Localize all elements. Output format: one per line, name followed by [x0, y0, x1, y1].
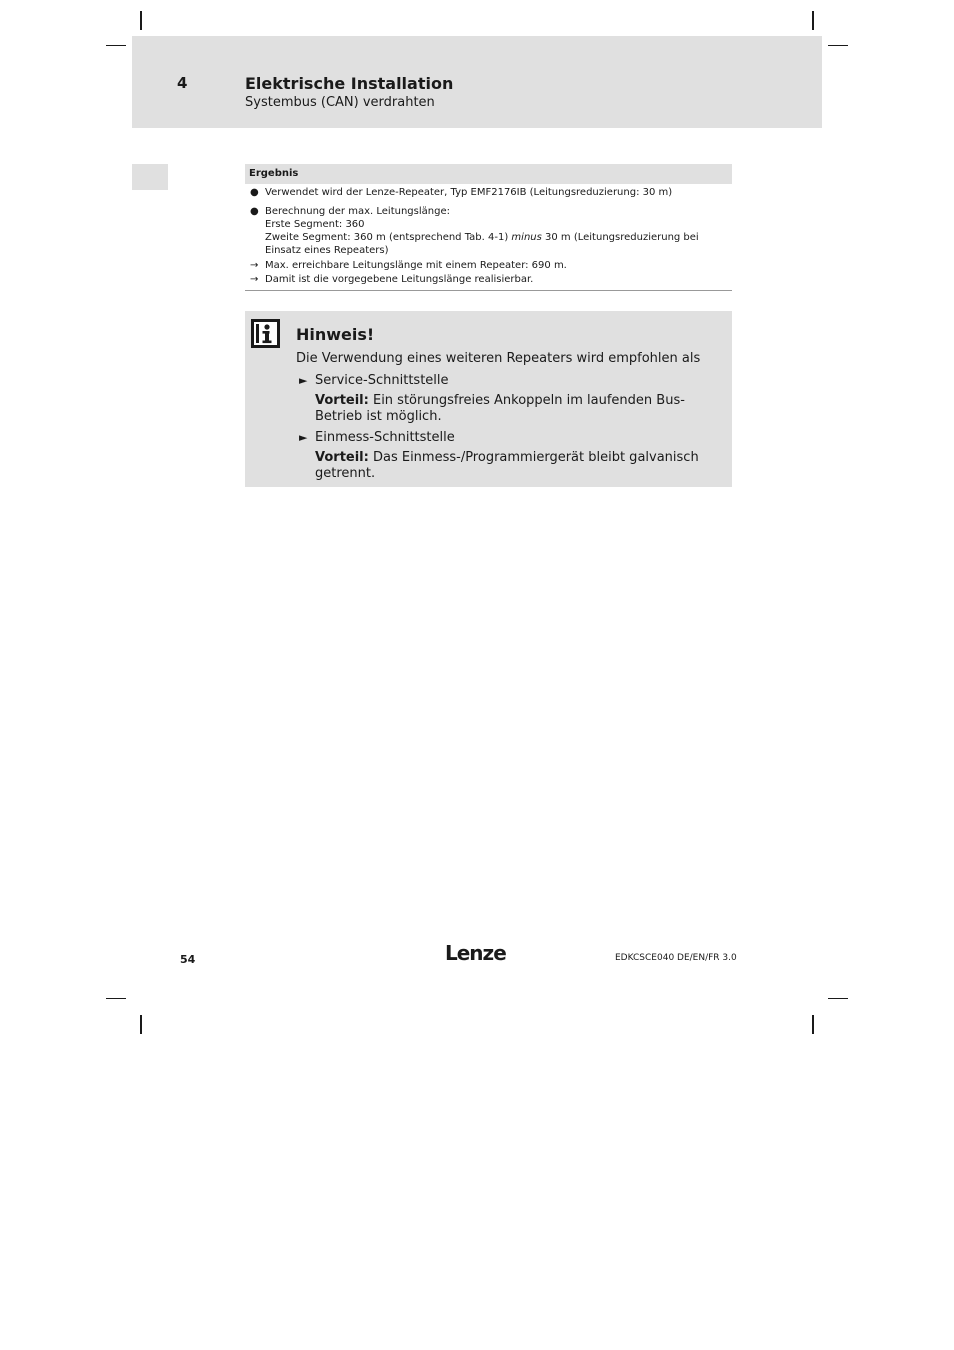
triangle-right-icon: ► — [299, 431, 308, 444]
triangle-right-icon: ► — [299, 374, 308, 387]
crop-mark — [812, 1015, 814, 1034]
result-row — [245, 273, 732, 286]
note-item-description — [315, 393, 725, 425]
crop-mark — [106, 998, 126, 999]
note-item-description — [315, 450, 725, 482]
result-row-text-part: 30 m (Leitungsreduzierung bei Einsatz eines Repeaters) — [265, 232, 699, 256]
bullet-icon: ● — [250, 187, 259, 198]
bullet-icon: ● — [250, 206, 259, 217]
note-list-item — [299, 430, 455, 445]
result-row-text: Erste Segment: 360 — [265, 219, 365, 230]
result-row-emphasis: minus — [511, 232, 542, 243]
note-box — [245, 311, 732, 487]
note-list-item — [299, 373, 449, 388]
crop-mark — [106, 45, 126, 46]
crop-mark — [140, 1015, 142, 1034]
note-intro: Die Verwendung eines weiteren Repeaters wird empfohlen als — [296, 351, 701, 366]
chapter-subtitle: Systembus (CAN) verdrahten — [245, 95, 435, 110]
note-item-label: Einmess-Schnittstelle — [315, 430, 455, 445]
result-table — [245, 164, 732, 291]
result-row — [245, 186, 732, 199]
result-row-text: Verwendet wird der Lenze-Repeater, Typ EMF2176IB (Leitungsreduzierung: 30 m) — [265, 187, 673, 198]
arrow-right-icon: → — [250, 260, 259, 271]
result-row-text: Damit ist die vorgegebene Leitungslänge realisierbar. — [265, 274, 534, 285]
note-item-desc-bold: Vorteil: — [315, 450, 369, 465]
result-row — [245, 259, 732, 272]
note-title: Hinweis! — [296, 325, 375, 344]
crop-mark — [812, 11, 814, 30]
chapter-title: Elektrische Installation — [245, 74, 454, 93]
note-item-desc-text: Das Einmess-/Programmiergerät bleibt galvanisch getrennt. — [315, 450, 699, 481]
info-icon — [251, 319, 280, 348]
arrow-right-icon: → — [250, 274, 259, 285]
table-bottom-rule — [245, 290, 732, 291]
crop-mark — [828, 998, 848, 999]
result-table-header: Ergebnis — [245, 164, 732, 184]
page-number: 54 — [180, 953, 196, 966]
chapter-number: 4 — [177, 74, 188, 92]
brand-logo: Lenze — [445, 941, 506, 965]
result-row-text — [265, 231, 732, 257]
header-band — [132, 36, 822, 128]
note-item-desc-text: Ein störungsfreies Ankoppeln im laufenden Bus-Betrieb ist möglich. — [315, 393, 685, 424]
result-row-text: Berechnung der max. Leitungslänge: — [265, 206, 450, 217]
result-row-text-part: Zweite Segment: 360 m (entsprechend Tab. 4-1) — [265, 232, 512, 243]
result-row-text: Max. erreichbare Leitungslänge mit einem Repeater: 690 m. — [265, 260, 567, 271]
crop-mark — [828, 45, 848, 46]
document-code: EDKCSCE040 DE/EN/FR 3.0 — [615, 953, 737, 963]
side-marker — [132, 164, 168, 190]
note-item-label: Service-Schnittstelle — [315, 373, 449, 388]
note-item-desc-bold: Vorteil: — [315, 393, 369, 408]
result-row — [245, 205, 732, 257]
crop-mark — [140, 11, 142, 30]
